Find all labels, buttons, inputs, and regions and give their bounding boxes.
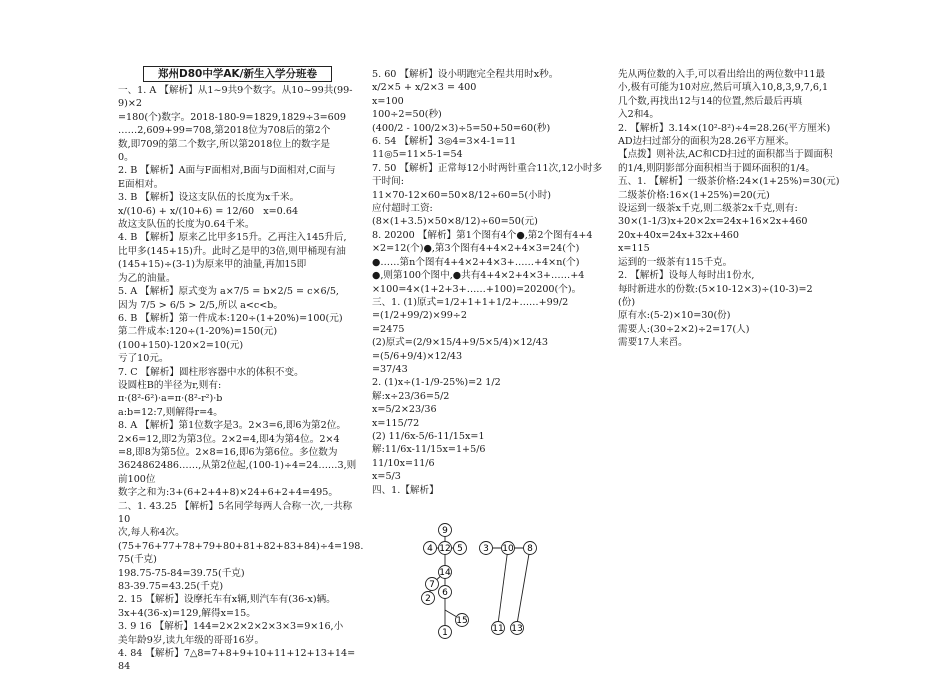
diagram-node-label: 2	[425, 594, 431, 604]
col1-line: =8,即8为第5位。2×8=16,即6为第6位。多位数为	[118, 446, 338, 458]
col1-line: 为乙的油量。	[118, 272, 176, 284]
col3-line: 2. 【解析】3.14×(10²-8²)÷4=28.26(平方厘米)	[618, 122, 831, 134]
diagram-node-label: 3	[483, 544, 489, 554]
number-tree-diagram	[400, 520, 550, 660]
col2-line: x=5/2×23/36	[372, 404, 437, 416]
col3-line: 设运到一级茶x千克,则二级茶2x千克,则有:	[618, 203, 798, 215]
col2-line: 解:11/6x-11/15x=1+5/6	[372, 444, 486, 456]
col3-line: 30×(1-1/3)x+20×2x=24x+16×2x+460	[618, 216, 808, 228]
col2-line: 5. 60 【解析】设小明跑完全程共用时x秒。	[372, 69, 559, 80]
col1-line: 3. 9 16 【解析】144=2×2×2×2×3×3=9×16,小	[118, 621, 344, 633]
col1-line: 故这支队伍的长度为0.64千米。	[118, 219, 255, 231]
column-left	[118, 84, 364, 674]
col2-line: =(5/6+9/4)×12/43	[372, 350, 463, 362]
col3-line: 几个数,再找出12与14的位置,然后最后再填	[618, 95, 803, 107]
col3-line: (份)	[618, 296, 636, 308]
col1-line: 2. B 【解析】A面与F面相对,B面与D面相对,C面与	[118, 165, 336, 177]
col2-line: 8. 20200 【解析】第1个图有4个●,第2个图有4+4	[372, 229, 593, 241]
col1-line: π·(8²-6²)·a=π·(8²-r²)·b	[118, 393, 223, 405]
col1-line: 因为 7/5 > 6/5 > 2/5,所以 a<c<b。	[118, 299, 284, 311]
col1-line: E面相对。	[118, 178, 164, 190]
diagram-node-label: 8	[527, 544, 533, 554]
col2-line: x=5/3	[372, 471, 401, 483]
col1-line: 5. A 【解析】原式变为 a×7/5 = b×2/5 = c×6/5,	[118, 286, 339, 298]
col2-line: (400/2 - 100/2×3)÷5=50+50=60(秒)	[372, 122, 551, 134]
col1-line: =180(个)数字。2018-180-9=1829,1829÷3=609	[118, 111, 346, 123]
col2-line: 100÷2=50(秒)	[372, 109, 442, 121]
column-middle	[372, 68, 608, 497]
col1-line: 2. 15 【解析】设摩托车有x辆,则汽车有(36-x)辆。	[118, 594, 336, 606]
col2-line: 7. 50 【解析】正常每12小时两针重合11次,12小时多	[372, 162, 603, 174]
col2-line: x=100	[372, 95, 404, 107]
col2-line: 应付超时工资:	[372, 203, 433, 215]
col1-line: 3x+4(36-x)=129,解得x=15。	[118, 607, 256, 619]
col1-line: 2×6=12,即2为第3位。2×2=4,即4为第4位。2×4	[118, 433, 340, 445]
col2-line: ●……第n个图有4+4×2+4×3+……+4×n(个)	[372, 256, 580, 268]
col3-line: 运到的一级茶有115千克。	[618, 256, 733, 268]
col1-line: 3624862486……,从第2位起,(100-1)÷4=24……3,则前100位	[118, 460, 357, 485]
col3-line: 需要人:(30÷2×2)÷2=17(人)	[618, 323, 750, 335]
col3-line: 的1/4,则阴影部分面积相当于圆环面积的1/4。	[618, 162, 816, 174]
col1-line: (75+76+77+78+79+80+81+82+83+84)÷4=198.	[118, 540, 364, 552]
col2-line: x/2×5 + x/2×3 = 400	[372, 82, 477, 94]
col2-line: 2. (1)x÷(1-1/9-25%)=2 1/2	[372, 377, 501, 389]
col1-line: 次,每人称4次。	[118, 527, 185, 539]
col2-line: =(1/2+99/2)×99÷2	[372, 310, 467, 322]
col2-line: ×100=4×(1+2+3+……+100)=20200(个)。	[372, 283, 582, 295]
col1-line: 比甲多(145+15)升。此时乙是甲的3倍,则甲桶现有油	[118, 245, 346, 257]
diagram-node-label: 9	[442, 526, 448, 536]
col1-line: (100+150)-120×2=10(元)	[118, 339, 244, 351]
col3-line: 小,极有可能为10对应,然后可填入10,8,3,9,7,6,1	[618, 82, 829, 94]
col2-line: =2475	[372, 323, 405, 335]
col1-line: 亏了10元。	[118, 353, 169, 365]
col2-line: 解:x÷23/36=5/2	[372, 390, 450, 402]
col3-line: 二级茶价格:16×(1+25%)=20(元)	[618, 189, 770, 201]
col3-line: 五、1. 【解析】一级茶价格:24×(1+25%)=30(元)	[618, 176, 840, 188]
col2-line: (8×(1+3.5)×50×8/12)÷60=50(元)	[372, 216, 538, 228]
diagram-node-label: 15	[456, 616, 468, 626]
diagram-node-label: 13	[511, 624, 523, 634]
col2-line: 11◎5=11×5-1=54	[372, 149, 463, 161]
col1-line: 设圆柱B的半径为r,则有:	[118, 379, 222, 391]
col2-line: =37/43	[372, 363, 408, 375]
col2-line: 干时间:	[372, 176, 405, 188]
col1-line: 0。	[118, 152, 134, 164]
diagram-node-label: 4	[427, 544, 433, 554]
col2-line: 四、1.【解析】	[372, 484, 439, 496]
col3-line: 先从两位数的入手,可以看出给出的两位数中11最	[618, 69, 826, 80]
col1-line: 83-39.75=43.25(千克)	[118, 581, 224, 593]
column-right	[618, 68, 854, 350]
col1-line: 4. 84 【解析】7△8=7+8+9+10+11+12+13+14=	[118, 648, 356, 660]
diagram-node-label: 12	[439, 544, 451, 554]
col3-line: 每时新进水的份数:(5×10-12×3)÷(10-3)=2	[618, 283, 813, 295]
col1-line: 7. C 【解析】圆柱形容器中水的体积不变。	[118, 366, 304, 378]
col1-line: 3. B 【解析】设这支队伍的长度为x千米。	[118, 192, 300, 204]
col1-line: 4. B 【解析】原来乙比甲多15升。乙再注入145升后,	[118, 232, 347, 244]
col2-line: 11/10x=11/6	[372, 457, 435, 469]
col3-line: 2. 【解析】设每人每时出1份水,	[618, 270, 755, 282]
col3-line: 原有水:(5-2)×10=30(份)	[618, 310, 731, 322]
col1-line: 数字之和为:3+(6+2+4+8)×24+6+2+4=495。	[118, 487, 338, 499]
col3-line: x=115	[618, 243, 650, 255]
col3-line: 【点拨】则补法,AC和CD扫过的面积都当于圆面积	[618, 149, 833, 161]
col1-line: 84	[118, 661, 131, 673]
col1-line: 第二件成本:120÷(1-20%)=150(元)	[118, 326, 278, 338]
diagram-node-label: 6	[442, 588, 448, 598]
col2-line: 6. 54 【解析】3◎4=3×4-1=11	[372, 136, 517, 148]
col1-line: a:b=12:7,则解得r=4。	[118, 406, 223, 418]
col1-line: (145+15)÷(3-1)为原来甲的油量,再加15即	[118, 259, 307, 271]
col3-line: 20x+40x=24x+32x+460	[618, 229, 739, 241]
page-title: 郑州D80中学AK/新生入学分班卷	[143, 66, 332, 82]
col1-line: ……2,609+99=708,第2018位为708后的第2个	[118, 125, 331, 137]
col3-line: 入2和4。	[618, 109, 659, 121]
col1-line: 75(千克)	[118, 554, 157, 566]
col1-line: x/(10-6) + x/(10+6) = 12/60 x=0.64	[118, 205, 299, 217]
col2-line: (2) 11/6x-5/6-11/15x=1	[372, 430, 485, 442]
diagram-node-label: 10	[502, 544, 514, 554]
col2-line: ●,则第100个图中,●共有4+4×2+4×3+……+4	[372, 270, 585, 282]
col3-line: AD边扫过部分的面积为28.26平方厘米。	[618, 136, 795, 148]
col1-line: 8. A 【解析】第1位数字是3。2×3=6,即6为第2位。	[118, 420, 346, 432]
col2-line: ×2=12(个)●,第3个图有4+4×2+4×3=24(个)	[372, 243, 580, 255]
col1-line: 数,即709的第二个数字,所以第2018位上的数字是	[118, 138, 330, 150]
diagram-node-label: 11	[492, 624, 504, 634]
col2-line: 11×70-12×60=50×8/12÷60=5(小时)	[372, 189, 552, 201]
col1-line: 6. B 【解析】第一件成本:120÷(1+20%)=100(元)	[118, 312, 343, 324]
diagram-node-label: 7	[429, 580, 435, 590]
col1-line: 美年龄9岁,读九年级的哥哥16岁。	[118, 634, 265, 646]
col2-line: (2)原式=(2/9×15/4+9/5×5/4)×12/43	[372, 337, 548, 349]
col2-line: x=115/72	[372, 417, 420, 429]
col2-line: 三、1. (1)原式=1/2+1+1+1/2+……+99/2	[372, 296, 569, 308]
diagram-node-label: 14	[439, 568, 451, 578]
col1-line: 二、1. 43.25 【解析】5名同学每两人合称一次,一共称10	[118, 500, 353, 525]
col3-line: 需要17人来舀。	[618, 337, 688, 349]
col1-line: 一、1. A 【解析】从1~9共9个数字。从10~99共(99-9)×2	[118, 85, 353, 110]
diagram-node-label: 5	[457, 544, 463, 554]
col1-line: 198.75-75-84=39.75(千克)	[118, 567, 245, 579]
diagram-node-label: 1	[442, 628, 448, 638]
